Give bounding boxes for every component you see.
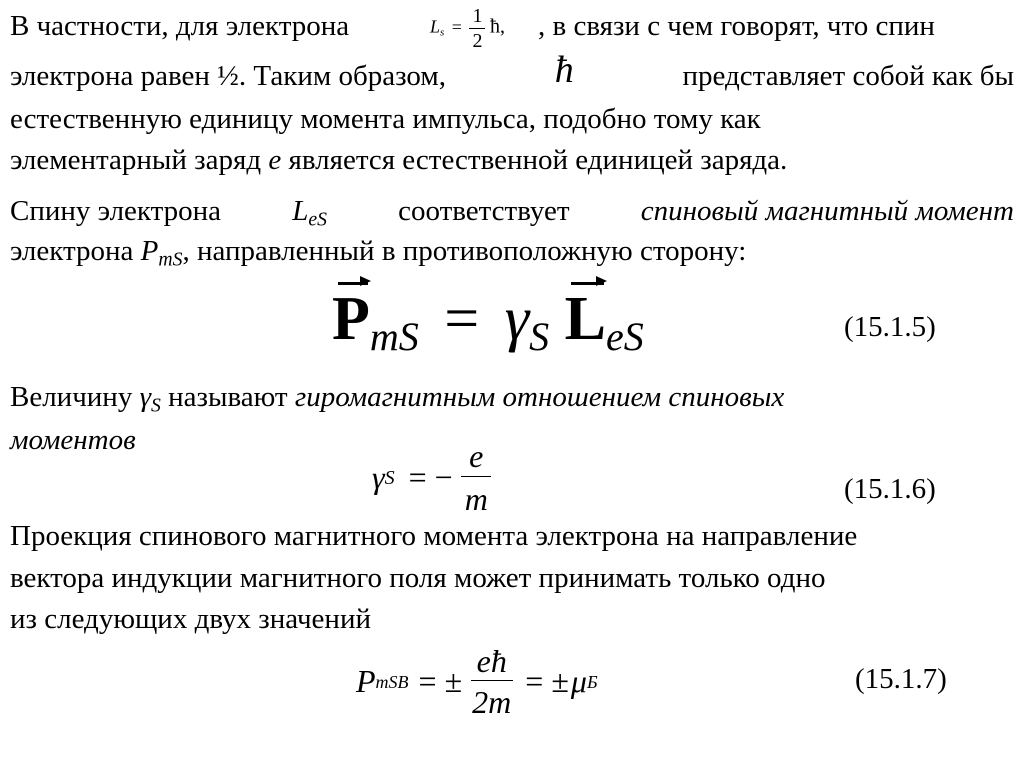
vector-L xyxy=(565,284,606,354)
hbar-symbol: ħ xyxy=(554,49,574,91)
para2-line2-start: электрона xyxy=(10,235,134,267)
moment-P: P xyxy=(140,235,159,267)
para1-line2-end: представляет собой как бы xyxy=(682,60,1014,92)
eq1-P: P xyxy=(332,285,370,353)
eq1-L: L xyxy=(564,285,607,353)
eq3-mu: μ xyxy=(570,663,587,699)
eq1-equals: = xyxy=(444,285,480,353)
eq2-fraction xyxy=(457,440,496,515)
para4-line1-text: Проекция спинового магнитного момента электрона на направление xyxy=(10,520,858,552)
para1-line4-start: элементарный заряд xyxy=(10,144,262,176)
para3-start: Величину xyxy=(10,381,133,413)
para1-line2-start: электрона равен ½. Таким образом, xyxy=(10,60,446,92)
equation-number-15-1-7: (15.1.7) xyxy=(855,663,947,695)
equation-number-15-1-5: (15.1.5) xyxy=(844,311,936,343)
eq2-denominator: m xyxy=(464,481,488,517)
eq1-gamma-sub: S xyxy=(529,314,550,360)
equation-number-15-1-6: (15.1.6) xyxy=(844,473,936,505)
spin-L xyxy=(292,194,327,231)
para1-line2 xyxy=(10,49,1014,93)
eq3-P: P xyxy=(356,663,376,699)
formula-L-sub: s xyxy=(440,26,445,39)
para3-line2 xyxy=(10,423,1014,457)
para3-gamma: γ xyxy=(139,381,152,413)
para2-italic-term: спиновый магнитный момент xyxy=(640,195,1014,227)
eq3-equals-pm-2: = ± xyxy=(525,663,569,699)
charge-e: e xyxy=(268,144,282,176)
para2-line2-end: , направленный в противоположную сторону: xyxy=(182,235,747,267)
para3-line1 xyxy=(10,380,1014,417)
eq1-gamma: γ xyxy=(504,285,530,353)
eq2-gamma: γ xyxy=(372,459,385,495)
para3-mid: называют xyxy=(168,381,288,413)
spin-L-letter: L xyxy=(292,195,309,227)
para1-line3 xyxy=(10,102,1014,136)
para1-line1-tail xyxy=(538,9,1014,43)
formula-half xyxy=(469,6,485,51)
equation-15-1-7: P mSB = ± $\frac{eħ}{2m}$ = ± μ Б xyxy=(356,643,598,720)
para2-line1-mid: соответствует xyxy=(398,195,570,227)
equation-15-1-5 xyxy=(332,284,644,360)
para1-line4-end: является естественной единицей заряда. xyxy=(288,144,788,176)
vector-P xyxy=(332,284,370,354)
para1-line3-text: естественную единицу момента импульса, подобно тому как xyxy=(10,103,761,135)
inline-spin-formula xyxy=(430,6,505,51)
para4-line2 xyxy=(10,561,1014,595)
para4-line3 xyxy=(10,602,1014,636)
formula-eq: = xyxy=(451,16,462,37)
para1-line1-start: В частности, для электрона xyxy=(10,10,350,42)
eq1-P-sub: mS xyxy=(369,314,419,360)
eq2-equals-minus: = − xyxy=(408,459,453,495)
para3-italic-term-end: моментов xyxy=(10,424,136,456)
para1-line4 xyxy=(10,143,1014,177)
para3-gamma-sub: S xyxy=(151,394,161,417)
formula-L: L xyxy=(430,16,441,37)
formula-hbar: ħ, xyxy=(489,15,505,38)
para4-line1 xyxy=(10,519,1014,553)
para1-line1-end: , в связи с чем говорят, что спин xyxy=(538,10,935,42)
eq3-equals-pm: = ± xyxy=(418,663,463,699)
eq2-numerator: e xyxy=(461,440,491,477)
eq3-denominator: 2m xyxy=(472,684,512,720)
eq1-L-sub: eS xyxy=(606,314,644,360)
eq3-fraction xyxy=(466,645,517,718)
para2-line1-start: Спину электрона xyxy=(10,195,222,227)
para2-line2 xyxy=(10,234,1014,271)
equation-15-1-6: γ S = − $\frac{e}{m}$ xyxy=(372,440,496,515)
para3-italic-term: гиромагнитным отношением спиновых xyxy=(294,381,785,413)
formula-half-den: 2 xyxy=(472,30,483,52)
para4-line2-text: вектора индукции магнитного поля может принимать только одно xyxy=(10,562,826,594)
moment-P-sub: mS xyxy=(158,248,183,271)
para4-line3-text: из следующих двух значений xyxy=(10,603,371,635)
formula-half-num: 1 xyxy=(469,6,485,29)
eq3-numerator: eħ xyxy=(471,645,513,681)
para2-line1 xyxy=(10,194,1014,231)
spin-L-sub: eS xyxy=(308,208,327,231)
